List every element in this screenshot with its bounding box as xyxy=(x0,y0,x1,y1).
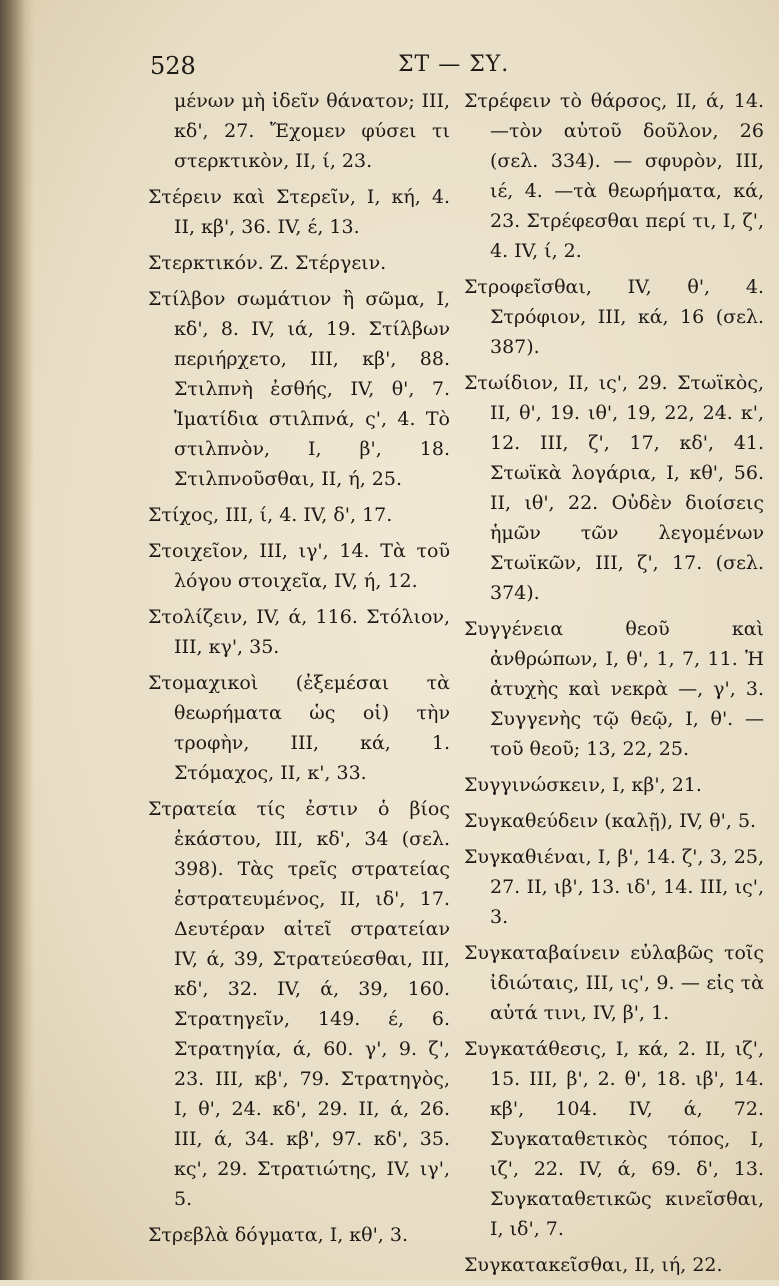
index-entry: Στέρειν καὶ Στερεῖν, I, κή, 4. II, κβ', 36. IV, έ, 13. xyxy=(148,186,450,238)
index-entry: Συγκαθιέναι, I, β', 14. ζ', 3, 25, 27. II, ιβ', 13. ιδ', 14. III, ις', 3. xyxy=(464,846,764,928)
left-column xyxy=(148,86,450,1256)
index-entry: Στρατεία τίς ἐστιν ὁ βίος ἑκάστου, III, κδ', 34 (σελ. 398). Τὰς τρεῖς στρατείας ἐστρατευμένος, II, ιδ', 17. Δευτέραν αἰτεῖ στρατείαν IV, ά, 39, Στρατεύεσθαι, III, κδ', 32. IV, ά, 39, 160. Στρατηγεῖν, 149. έ, 6. Στρατηγία, ά, 60. γ', 9. ζ', 23. III, κβ', 79. Στρατηγὸς, I, θ', 24. κδ', 29. II, ά, 26. III, ά, 34. κβ', 97. κδ', 35. κς', 29. Στρατιώτης, IV, ιγ', 5. xyxy=(148,798,450,1210)
index-entry: Συγγινώσκειν, I, κβ', 21. xyxy=(464,774,702,796)
index-entry: Στρέφειν τὸ θάρσος, II, ά, 14. —τὸν αὐτοῦ δοῦλον, 26 (σελ. 334). — σφυρὸν, III, ιέ, 4. —τὰ θεωρήματα, κά, 23. Στρέφεσθαι περί τι, I, ζ', 4. IV, ί, 2. xyxy=(464,90,764,262)
index-entry: Συγκατάθεσις, I, κά, 2. II, ιζ', 15. III, β', 2. θ', 18. ιβ', 14. κβ', 104. IV, ά, 72. Συγκαταθετικὸς τόπος, I, ιζ', 22. IV, ά, 69. δ', 13. Συγκαταθετικῶς κινεῖσθαι, I, ιδ', 7. xyxy=(464,1038,764,1240)
right-column xyxy=(464,86,764,1286)
index-entry: Στροφεῖσθαι, IV, θ', 4. Στρόφιον, III, κά, 16 (σελ. 387). xyxy=(464,276,764,358)
index-entry: Συγκαθεύδειν (καλῇ), IV, θ', 5. xyxy=(464,810,757,832)
index-entry: Στερκτικόν. Ζ. Στέργειν. xyxy=(148,252,387,274)
index-entry: Στοιχεῖον, III, ιγ', 14. Τὰ τοῦ λόγου στοιχεῖα, IV, ή, 12. xyxy=(148,540,450,592)
index-entry: Στολίζειν, IV, ά, 116. Στόλιον, III, κγ', 35. xyxy=(148,606,450,658)
index-entry: Συγκατακεῖσθαι, II, ιή, 22. xyxy=(464,1254,723,1276)
page-number: 528 xyxy=(150,52,196,80)
index-entry: μένων μὴ ἰδεῖν θάνατον; III, κδ', 27. Ἔχομεν φύσει τι στερκτικὸν, II, ί, 23. xyxy=(174,90,450,172)
binding-gutter xyxy=(0,0,34,1280)
index-entry: Στίχος, III, ί, 4. IV, δ', 17. xyxy=(148,504,393,526)
index-entry: Στίλβον σωμάτιον ἢ σῶμα, I, κδ', 8. IV, ιά, 19. Στίλβων περιήρχετο, III, κβ', 88. Στιλπνὴ ἐσθής, IV, θ', 7. Ἱματίδια στιλπνά, ς', 4. Τὸ στιλπνὸν, I, β', 18. Στιλπνοῦσθαι, II, ή, 25. xyxy=(148,288,450,490)
running-head: ΣΤ — ΣΥ. xyxy=(398,52,510,77)
index-entry: Στομαχικοὶ (ἐξεμέσαι τὰ θεωρήματα ὡς οἱ) τὴν τροφὴν, III, κά, 1. Στόμαχος, II, κ', 33. xyxy=(148,672,450,784)
index-entry: Συγκαταβαίνειν εὐλαβῶς τοῖς ἰδιώταις, III, ις', 9. — εἰς τὰ αὐτά τινι, IV, β', 1. xyxy=(464,942,764,1024)
index-entry: Στωίδιον, II, ις', 29. Στωϊκὸς, II, θ', 19. ιθ', 19, 22, 24. κ', 12. III, ζ', 17, κδ', 41. Στωϊκὰ λογάρια, I, κθ', 56. II, ιθ', 22. Οὐδὲν διοίσεις ἡμῶν τῶν λεγομένων Στωϊκῶν, III, ζ', 17. (σελ. 374). xyxy=(464,372,764,604)
index-entry: Στρεβλὰ δόγματα, I, κθ', 3. xyxy=(148,1224,409,1246)
index-entry: Συγγένεια θεοῦ καὶ ἀνθρώπων, I, θ', 1, 7, 11. Ἡ ἀτυχὴς καὶ νεκρὰ —, γ', 3. Συγγενὴς τῷ θεῷ, I, θ'. —τοῦ θεοῦ; 13, 22, 25. xyxy=(464,618,764,760)
